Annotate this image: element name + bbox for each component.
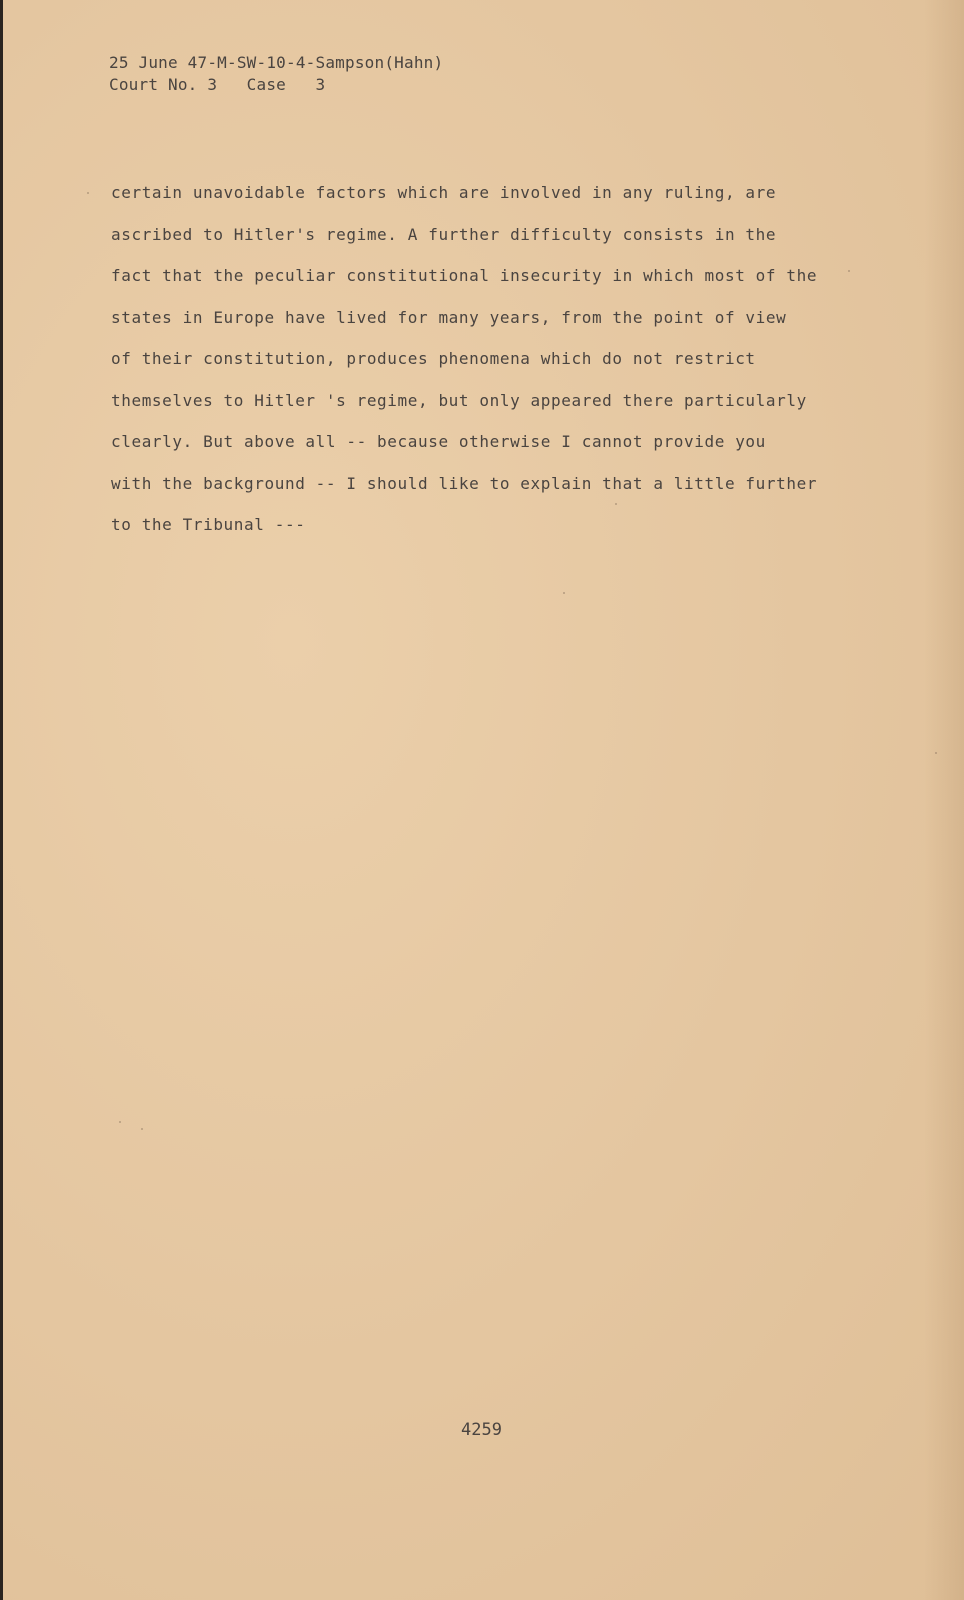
document-header (109, 52, 443, 96)
paper-edge-shadow (924, 0, 964, 1600)
paper-speck (119, 1121, 121, 1123)
body-line: certain unavoidable factors which are involved in any ruling, are (111, 183, 777, 202)
page-number: 4259 (461, 1420, 502, 1440)
body-line: ascribed to Hitler's regime. A further difficulty consists in the (111, 224, 777, 244)
paper-speck (848, 270, 850, 272)
body-line: to the Tribunal --- (111, 515, 306, 534)
paper-speck (141, 1128, 143, 1130)
body-line: themselves to Hitler 's regime, but only appeared there particularly (111, 390, 807, 410)
body-line: clearly. But above all -- because otherwise I cannot provide you (111, 432, 766, 451)
body-line: of their constitution, produces phenomena which do not restrict (111, 349, 756, 368)
transcript-body (111, 172, 831, 546)
body-line: states in Europe have lived for many years, from the point of view (111, 307, 787, 327)
paper-speck (87, 192, 89, 194)
header-transcript-reference: 25 June 47-M-SW-10-4-Sampson(Hahn) (109, 53, 444, 72)
paper-speck (615, 503, 617, 505)
header-court-case: Court No. 3 Case 3 (109, 75, 326, 94)
paper-speck (563, 592, 565, 594)
body-line: with the background -- I should like to explain that a little further (111, 473, 818, 493)
paper-speck (935, 752, 937, 754)
body-line: fact that the peculiar constitutional insecurity in which most of the (111, 266, 818, 285)
